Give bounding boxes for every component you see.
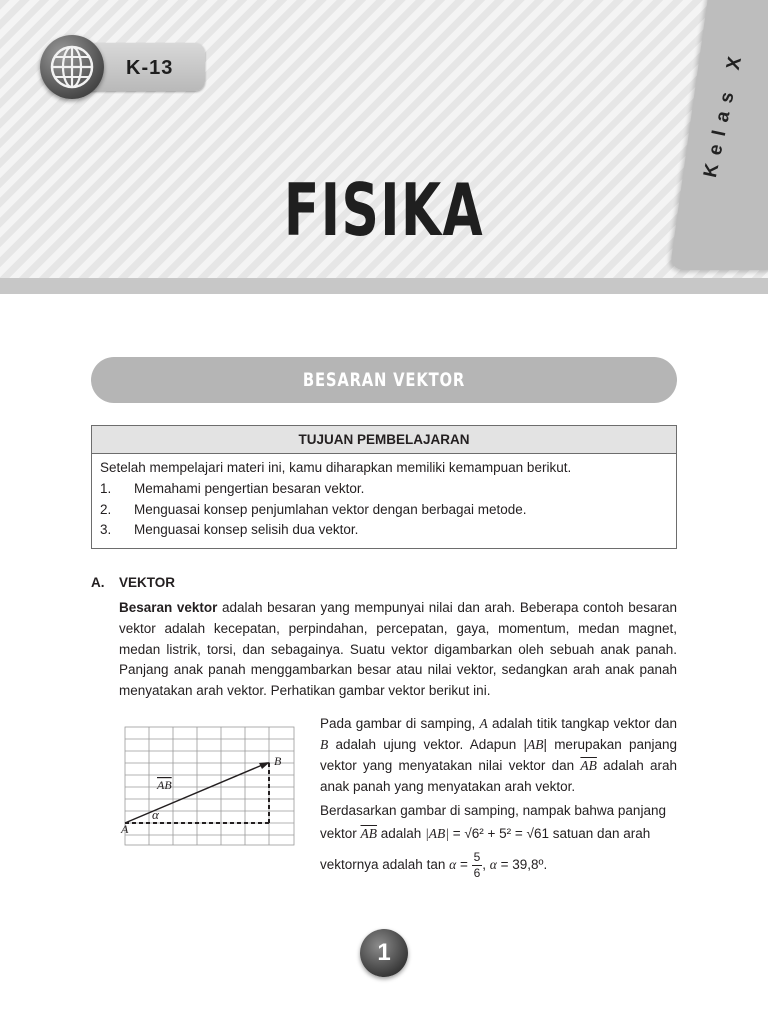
list-item: 1. Memahami pengertian besaran vektor. (100, 480, 365, 496)
fraction: $\frac{5}{6}$ (473, 850, 481, 880)
vector-ab-label: AB (157, 778, 172, 792)
point-b-label: B (274, 754, 282, 768)
point-a-label: A (121, 822, 129, 836)
vector-definition-paragraph: Besaran vektor adalah besaran yang mempunyai nilai dan arah. Beberapa contoh besaran vektor adalah kecepatan, perpindahan, percepatan, gaya, momentum, medan magnet, medan listrik, torsi, dan sebagainya. Suatu vektor digambarkan oleh sebuah anak panah. Panjang anak panah menggambarkan besar atau nilai vektor, sedangkan arah anak panah menyatakan arah vektor. Perhatikan gambar vektor berikut ini. (119, 600, 677, 699)
list-item: 2. Menguasai konsep penjumlahan vektor dengan berbagai metode. (100, 501, 527, 517)
magnitude-paragraph: Berdasarkan gambar di samping, nampak bahwa panjang (320, 803, 666, 818)
magnitude-formula: vektor $\overline{AB}$ adalah |AB| = √6² + 5² = √61 satuan dan arah (320, 826, 651, 841)
globe-icon (40, 35, 104, 99)
learning-objectives-intro: Setelah mempelajari materi ini, kamu diharapkan memiliki kemampuan berikut. (100, 460, 572, 475)
learning-objectives-box (91, 425, 677, 549)
angle-alpha-label: α (152, 807, 159, 822)
vector-figure (118, 722, 298, 850)
direction-formula: vektornya adalah tan α = $\frac{5}{6}$ , α = 39,8º. (320, 850, 548, 880)
learning-objectives-heading: TUJUAN PEMBELAJARAN (92, 426, 676, 454)
header-divider (0, 278, 768, 294)
section-title-bar (91, 357, 677, 403)
subject-title: FISIKA (283, 168, 485, 252)
page-number: 1 (360, 929, 408, 977)
list-item: 3. Menguasai konsep selisih dua vektor. (100, 522, 359, 538)
vector-ab-arrow (125, 763, 267, 823)
section-title: BESARAN VEKTOR (302, 369, 466, 391)
curriculum-badge-label: K-13 (126, 57, 174, 79)
section-a-heading: A. VEKTOR (91, 575, 176, 590)
kelas-label: Kelas X (700, 46, 748, 180)
vector-explanation-paragraph: Pada gambar di samping, A adalah titik tangkap vektor dan B adalah ujung vektor. Adapun |AB| merupakan panjang vektor yang menyatakan nilai vektor dan $\overline{AB}$ adalah arah anak panah yang menyatakan arah vektor. (320, 716, 677, 794)
